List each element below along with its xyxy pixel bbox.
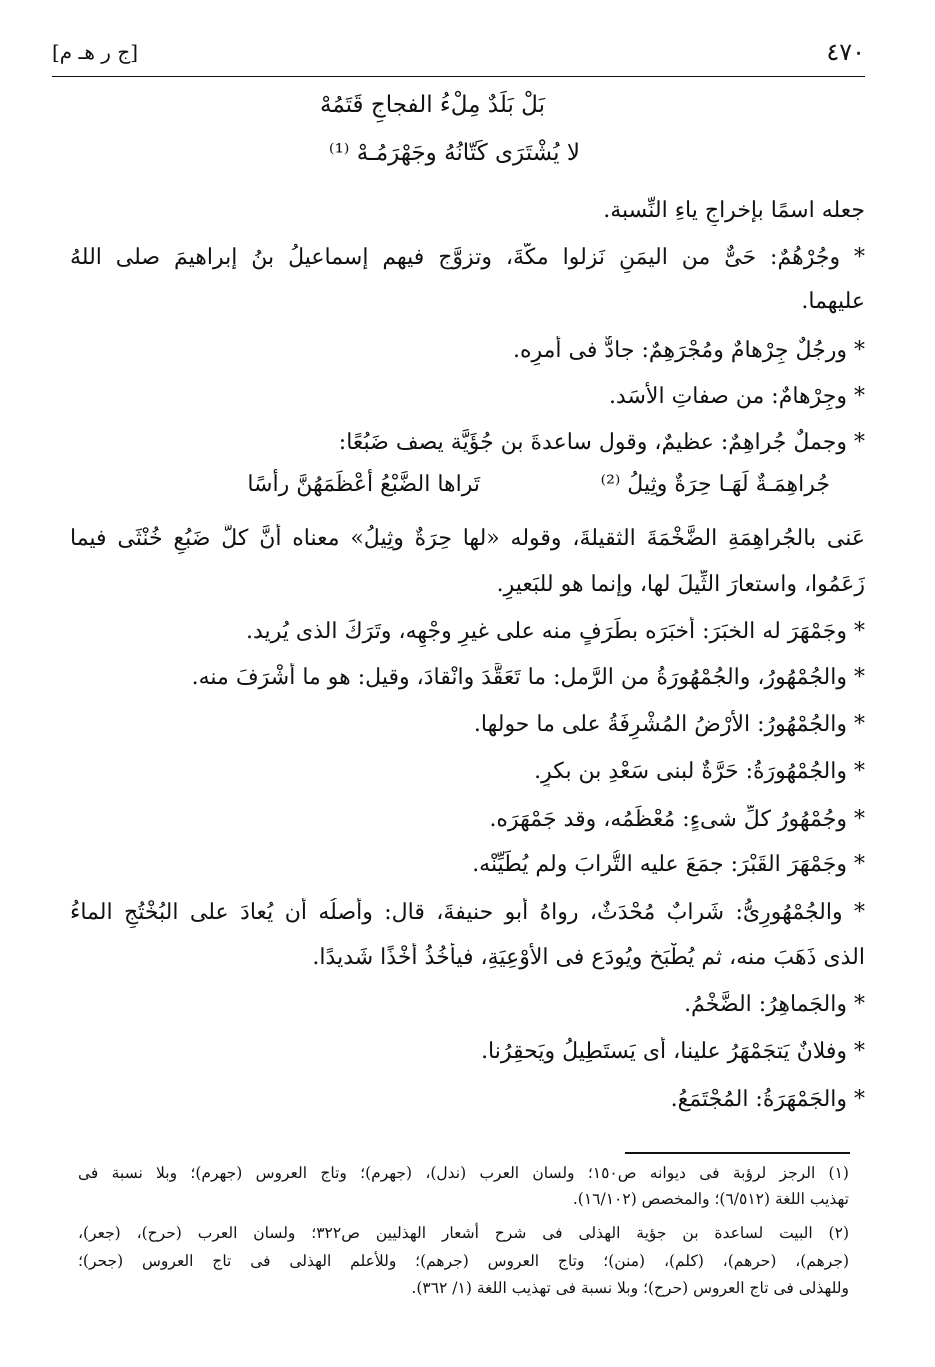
body-line: * والجَمْهَرَةُ: المُجْتَمَعُ. bbox=[670, 1087, 865, 1112]
body-line: * والجُمْهُورَةُ: حَرَّةٌ لبنى سَعْدِ بن بكرٍ. bbox=[534, 759, 865, 784]
body-line: الذى ذَهَبَ منه، ثم يُطْبَخ ويُودَع فى الأوْعِيَةِ، فيأخُذُ أخْذًا شَديدًا. bbox=[312, 945, 865, 970]
body-line: * وجَمْهَرَ القَبْرَ: جمَعَ عليه التُّرابَ ولم يُطَيِّنْه. bbox=[472, 852, 865, 877]
footnote-line: (١) الرجز لرؤبة فى ديوانه ص١٥٠؛ ولسان العرب (ندل)، (جهرم)؛ وتاج العروس (جهرم)؛ وبلا نسبة فى bbox=[78, 1164, 849, 1182]
verse-line-2: لا يُشْتَرَى كَتّانُهُ وجَهْرَمُـهْ ⁽¹⁾ bbox=[328, 140, 580, 166]
footnote-line: وللهذلى فى تاج العروس (حرح)؛ وبلا نسبة فى تهذيب اللغة (١/ ٣٦٢). bbox=[411, 1279, 849, 1297]
footnote-separator bbox=[625, 1152, 850, 1154]
page-header bbox=[52, 36, 865, 77]
body-line: * وجَمْهَرَ له الخبَرَ: أخبَرَه بطَرَفٍ منه على غيرِ وجْهِه، وتَرَكَ الذى يُريد. bbox=[245, 619, 865, 644]
footnote-line: تهذيب اللغة (٦/٥١٢)؛ والمخصص (١٦/١٠٢). bbox=[572, 1190, 849, 1208]
verse-line-1: بَلْ بَلَدٌ مِلْءُ الفجاجِ قَتَمُهْ bbox=[319, 92, 545, 118]
body-line: زَعَمُوا، واستعارَ الثِّيلَ لها، وإنما هو للبَعيرِ. bbox=[496, 572, 865, 597]
footnote-line: (٢) البيت لساعدة بن جؤية الهذلى فى شرح أشعار الهذليين ص٣٢٢؛ ولسان العرب (حرح)، (جعر)، bbox=[78, 1224, 849, 1242]
body-line: * والجُمْهُورُ: الأرْضُ المُشْرِفَةُ على ما حولها. bbox=[473, 712, 865, 737]
body-line: * وجُمْهُورُ كلِّ شىءٍ: مُعْظَمُه، وقد جَمْهَرَه. bbox=[489, 807, 865, 832]
body-line: * والجُمْهُورِىُّ: شَرابٌ مُحْدَثٌ، رواهُ أبو حنيفةَ، قال: وأصلُه أن يُعادَ على البُخْتُجِ الماءُ bbox=[70, 900, 865, 925]
page-number: ٤٧٠ bbox=[826, 38, 865, 66]
running-head: [ج ر هـ م] bbox=[52, 40, 139, 64]
body-line: * وفلانٌ يَتجَمْهَرُ علينا، أى يَستَطِيلُ ويَحقِرُنا. bbox=[481, 1039, 865, 1064]
body-line: * والجُمْهُورُ، والجُمْهُورَةُ من الرَّمل: ما تَعَقَّدَ وانْقادَ، وقيل: هو ما أشْرَفَ منه. bbox=[191, 665, 865, 690]
footnote-line: (جرهم)، (حرهم)، (كلم)، (منن)؛ وتاج العروس (جرهم)؛ وللأعلم الهذلى فى تاج العروس (جحر)؛ bbox=[78, 1252, 849, 1270]
body-line: عَنى بالجُراهِمَةِ الضَّخْمَةَ الثقيلةَ، وقوله «لها حِرَةٌ وثِيلُ» معناه أنَّ كلَّ ضَبُعٍ خُنْثَى فيما bbox=[70, 526, 865, 551]
body-line: * وجُرْهُمٌ: حَىٌّ من اليمَنِ نَزلوا مكَّةَ، وتزوَّج فيهم إسماعيلُ بنُ إبراهيمَ صلى اللهُ bbox=[70, 245, 865, 270]
verse-hemistich-second: جُراهِمَـةٌ لَهَـا حِرَةٌ وثِيلُ ⁽²⁾ bbox=[600, 472, 830, 497]
body-line: عليهما. bbox=[801, 289, 865, 314]
body-line: جعله اسمًا بإخراجِ ياءِ النِّسبة. bbox=[603, 198, 865, 223]
body-line: * وجِرْهامٌ: من صفاتِ الأسَد. bbox=[608, 384, 865, 409]
body-line: * والجَماهِرُ: الضَّخْمُ. bbox=[684, 992, 865, 1017]
body-line: * ورجُلٌ جِرْهامٌ ومُجْرَهِمٌ: جادٌّ فى أمرِه. bbox=[512, 338, 865, 363]
body-line: * وجملٌ جُراهِمٌ: عظيمٌ، وقول ساعدةَ بن جُؤَيَّة يصف ضَبُعًا: bbox=[338, 430, 865, 455]
verse-hemistich-first: تَراها الضَّبْعُ أعْظَمَهُنَّ رأسًا bbox=[247, 472, 480, 497]
